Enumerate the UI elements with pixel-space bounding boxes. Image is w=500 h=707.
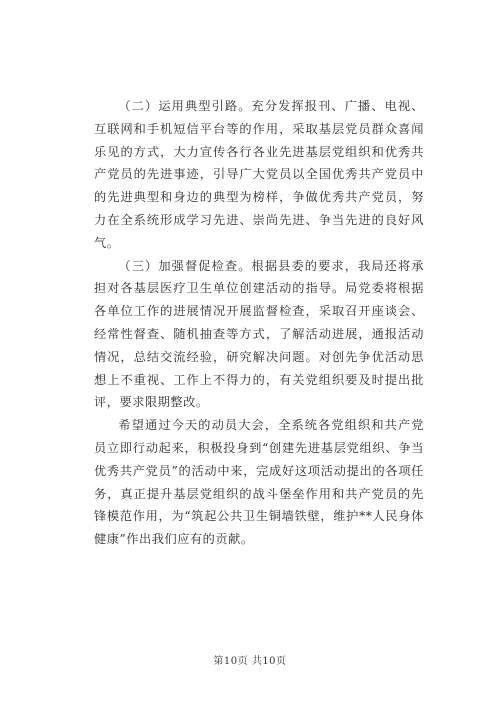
paragraph-closing-appeal: 希望通过今天的动员大会，全系统各党组织和共产党员立即行动起来，积极投身到“创建先进基层党组织、争当优秀共产党员”的活动中来，完成好这项活动提出的各项任务，真正提升基层党组织的战斗堡垒作用和共产党员的先锋模范作用，为“筑起公共卫生铜墙铁壁，维护**人民身体健康”作出我们应有的贡献。 [94, 418, 424, 547]
page-number-footer: 第10页 共10页 [213, 656, 287, 667]
paragraph-supervision-inspection: （三）加强督促检查。根据县委的要求，我局还将承担对各基层医疗卫生单位创建活动的指导。局党委将根据各单位工作的进展情况开展监督检查，采取召开座谈会、经常性督查、随机抽查等方式，了解活动进展，通报活动情况，总结交流经验，研究解决问题。对创先争优活动思想上不重视、工作上不得力的，有关党组织要及时提出批评，要求限期整改。 [94, 258, 424, 410]
document-body [94, 95, 424, 551]
paragraph-typical-guidance: （二）运用典型引路。充分发挥报刊、广播、电视、互联网和手机短信平台等的作用，采取基层党员群众喜闻乐见的方式，大力宣传各行各业先进基层党组织和优秀共产党员的先进事迹，引导广大党员以全国优秀共产党员中的先进典型和身边的典型为榜样，争做优秀共产党员，努力在全系统形成学习先进、崇尚先进、争当先进的良好风气。 [94, 99, 424, 250]
